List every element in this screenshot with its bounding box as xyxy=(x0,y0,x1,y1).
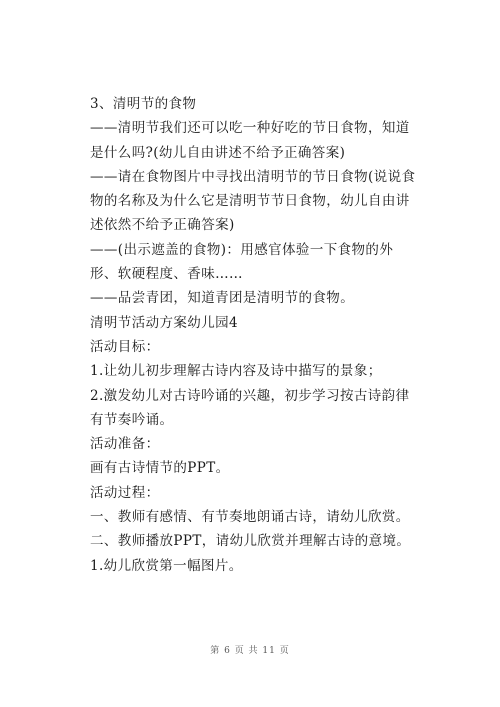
goals-heading: 活动目标： xyxy=(90,338,160,355)
document-body xyxy=(90,92,420,578)
preparation-heading: 活动准备： xyxy=(90,436,160,453)
process-step-1: 一、教师有感情、有节奏地朗诵古诗，请幼儿欣赏。 xyxy=(90,509,410,526)
page-footer: 第 6 页 共 11 页 xyxy=(210,646,290,656)
section-heading-food: 3、清明节的食物 xyxy=(90,96,197,112)
process-heading: 活动过程： xyxy=(90,484,160,501)
plan-title: 清明节活动方案幼儿园4 xyxy=(90,314,238,331)
paragraph-taste-qingtuan: ——品尝青团，知道青团是清明节的食物。 xyxy=(90,290,355,307)
process-step-2: 二、教师播放PPT，请幼儿欣赏并理解古诗的意境。 xyxy=(90,533,411,550)
goal-item-2: 2.激发幼儿对古诗吟诵的兴趣，初步学习按古诗韵律有节奏吟诵。 xyxy=(90,387,410,428)
preparation-item: 画有古诗情节的PPT。 xyxy=(90,460,230,477)
goal-item-1: 1.让幼儿初步理解古诗内容及诗中描写的景象； xyxy=(90,363,382,380)
process-substep-1: 1.幼儿欣赏第一幅图片。 xyxy=(90,557,243,574)
paragraph-find-food: ——请在食物图片中寻找出清明节的节日食物(说说食物的名称及为什么它是清明节节日食物，幼儿自由讲述依然不给予正确答案) xyxy=(90,168,416,234)
paragraph-food-question: ——清明节我们还可以吃一种好吃的节日食物，知道是什么吗?(幼儿自由讲述不给予正确答案) xyxy=(90,120,410,161)
paragraph-covered-food: ——(出示遮盖的食物)：用感官体验一下食物的外形、软硬程度、香味…… xyxy=(90,241,394,283)
